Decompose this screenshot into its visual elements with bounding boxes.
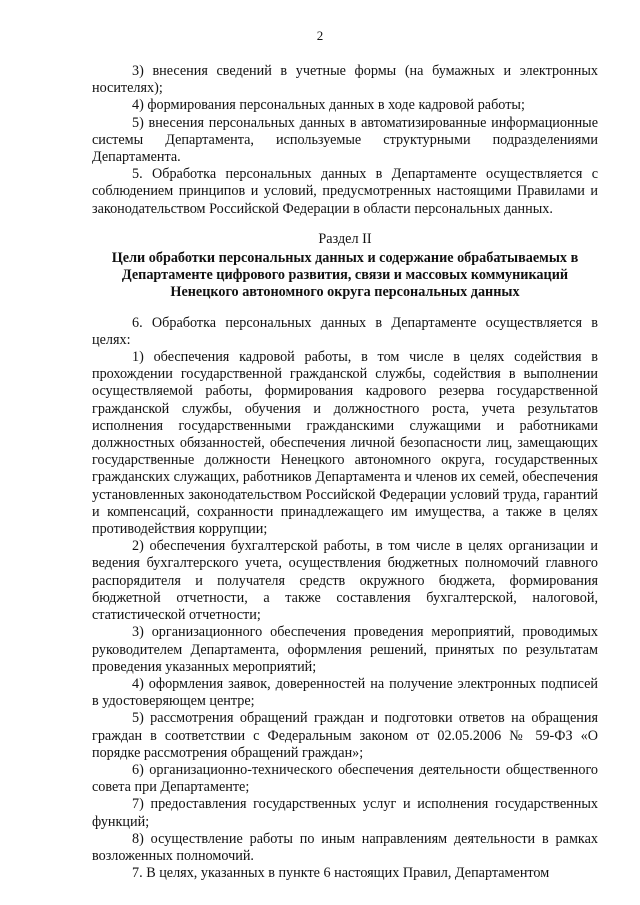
document-body: [92, 63, 598, 882]
spacer: [92, 302, 598, 315]
paragraph: 6) организационно-технического обеспечения деятельности общественного совета при Департаменте;: [92, 761, 598, 796]
paragraph: 3) внесения сведений в учетные формы (на бумажных и электронных носителях);: [92, 63, 598, 97]
section-title: Цели обработки персональных данных и содержание обрабатываемых в Департаменте цифрового развития, связи и массовых коммуникаций Ненецкого автономного округа персональных данных: [111, 250, 579, 301]
paragraph: 4) формирования персональных данных в ходе кадровой работы;: [132, 97, 525, 114]
paragraph: 5) внесения персональных данных в автоматизированные информационные системы Департамента, используемые структурными подразделениями Департамента.: [92, 114, 598, 166]
paragraph: 2) обеспечения бухгалтерской работы, в том числе в целях организации и ведения бухгалтерского учета, осуществления бюджетных полномочий главного распорядителя и получателя средств окружного бюджета, формирования бюджетной отчетности, а также составления бухгалтерской, налоговой, статистической отчетности;: [92, 538, 598, 624]
paragraph: 1) обеспечения кадровой работы, в том числе в целях содействия в прохождении государственной гражданской службы, содействия в выполнении осуществляемой работы, формирования кадрового резерва государственной гражданской службы, обучения и должностного роста, учета результатов исполнения государственными гражданскими служащими и работниками должностных обязанностей, обеспечения личной безопасности лиц, замещающих государственные должности Ненецкого автономного округа, государственных гражданских служащих, работников Департамента и членов их семей, обеспечения установленных законодательством Российской Федерации условий труда, гарантий и компенсаций, сохранности принадлежащего им имущества, а также в целях противодействия коррупции;: [92, 349, 598, 538]
paragraph: 6. Обработка персональных данных в Департаменте осуществляется в целях:: [92, 314, 598, 348]
page-number: 2: [316, 28, 324, 43]
paragraph: 7) предоставления государственных услуг и исполнения государственных функций;: [92, 796, 598, 830]
paragraph: 5. Обработка персональных данных в Департаменте осуществляется с соблюдением принципов и условий, предусмотренных настоящими Правилами и законодательством Российской Федерации в области персональных данных.: [92, 166, 598, 217]
section-heading: Раздел II: [318, 230, 372, 247]
paragraph: 4) оформления заявок, доверенностей на получение электронных подписей в удостоверяющем центре;: [92, 675, 598, 710]
paragraph: 7. В целях, указанных в пункте 6 настоящих Правил, Департаментом: [132, 865, 550, 882]
paragraph: 8) осуществление работы по иным направлениям деятельности в рамках возложенных полномочий.: [92, 830, 598, 864]
paragraph: 5) рассмотрения обращений граждан и подготовки ответов на обращения граждан в соответствии с Федеральным законом от 02.05.2006 № 59-ФЗ «О порядке рассмотрения обращений граждан»;: [92, 710, 598, 761]
paragraph: 3) организационного обеспечения проведения мероприятий, проводимых руководителем Департамента, оформления решений, принятых по результатам проведения указанных мероприятий;: [92, 624, 598, 675]
